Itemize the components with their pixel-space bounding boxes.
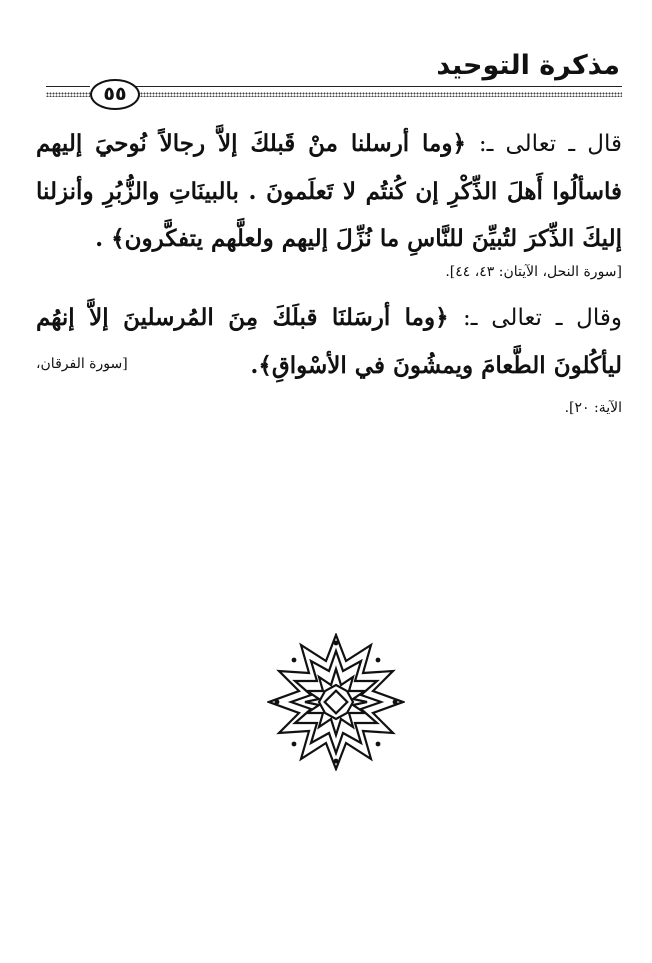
passage-1-reference: [سورة النحل، الآيتان: ٤٣، ٤٤].	[445, 264, 622, 280]
passage-2-intro: وقال ـ تعالى ـ:	[463, 305, 622, 331]
header-rule	[116, 86, 622, 87]
quran-passage-1	[36, 120, 622, 262]
passage-2-line-2: ليأكُلونَ الطَّعامَ ويمشُونَ في الأسْواقِ﴾.	[250, 352, 622, 379]
passage-1-intro: قال ـ تعالى ـ:	[478, 131, 622, 157]
geometric-star-ornament-icon	[267, 633, 405, 771]
passage-1-line-1-text: ﴿وما أرسلنا منْ قَبلكَ إلاَّ رجالاً نُوحيَ إليهم	[36, 130, 466, 157]
header-dotted-rule	[128, 92, 622, 97]
book-title: مذكرة التوحيد	[436, 50, 620, 81]
header-rule-left	[46, 86, 90, 87]
header-dotted-rule-left	[46, 92, 90, 97]
page-number: ٥٥	[90, 79, 140, 110]
passage-2-line-1	[36, 294, 622, 342]
passage-1-line-3: إليكَ الذِّكرَ لتُبيِّنَ للنَّاسِ ما نُزِّلَ إليهم ولعلَّهم يتفكَّرون﴾ .	[95, 225, 622, 252]
passage-2-reference-part-1: [سورة الفرقان،	[36, 356, 128, 372]
quran-passage-2	[36, 294, 622, 389]
passage-1-line-2: فاسألُوا أَهلَ الذِّكْرِ إن كُنتُم لا تَعلَمونَ . بالبينَاتِ والزُّبُرِ وأنزلنا	[36, 178, 622, 205]
page-header	[30, 46, 622, 108]
passage-2-reference-part-2: الآية: ٢٠].	[564, 400, 622, 416]
passage-1-line-1	[36, 120, 622, 168]
passage-2-line-1-text: ﴿وما أرسَلنَا قبلَكَ مِنَ المُرسلينَ إلاَّ إنهُم	[36, 304, 449, 331]
